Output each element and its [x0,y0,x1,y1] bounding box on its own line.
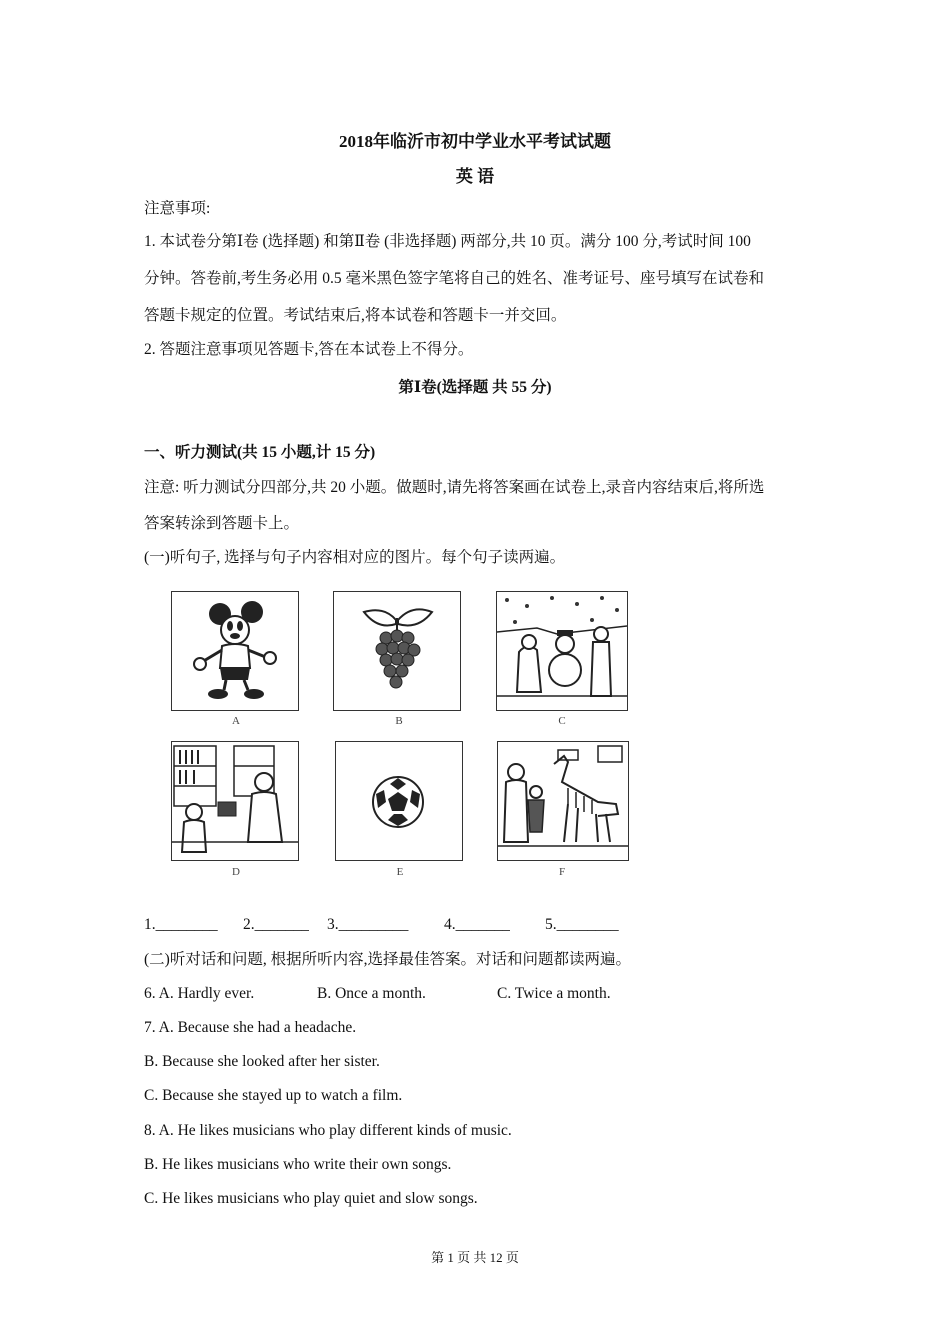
notice-2: 2. 答题注意事项见答题卡,答在本试卷上不得分。 [144,341,474,358]
page-footer: 第 1 页 共 12 页 [431,1250,519,1265]
sub-1-instruction: (一)听句子, 选择与句子内容相对应的图片。每个句子读两遍。 [144,549,566,566]
section-1-note-line-2: 答案转涂到答题卡上。 [144,515,300,532]
q6-option-b: B. Once a month. [317,985,426,1002]
section-1-note-line-1: 注意: 听力测试分四部分,共 20 小题。做题时,请先将答案画在试卷上,录音内容结束后,将所选 [144,479,765,496]
exam-title: 2018年临沂市初中学业水平考试试题 [339,132,611,151]
part-1-heading: 第Ⅰ卷(选择题 共 55 分) [398,379,552,396]
library-scene-icon [172,742,298,860]
picture-f-label: F [558,866,566,878]
blank-3[interactable]: 3._________ [327,916,409,933]
notice-heading: 注意事项: [144,200,211,217]
picture-c-label: C [558,715,566,727]
q8-option-b: B. He likes musicians who write their own songs. [144,1156,452,1173]
section-1-heading: 一、听力测试(共 15 小题,计 15 分) [144,444,376,461]
picture-a-label: A [232,715,240,727]
picture-e [335,741,463,861]
q8-option-a: 8. A. He likes musicians who play different kinds of music. [144,1122,512,1139]
q6-option-a: 6. A. Hardly ever. [144,985,255,1002]
museum-dinosaur-icon [498,742,628,860]
grapes-icon [334,592,460,710]
picture-c [496,591,628,711]
q7-option-a: 7. A. Because she had a headache. [144,1019,357,1036]
mickey-mouse-icon [172,592,298,710]
subject-title: 英 语 [455,167,495,186]
notice-1-line-1: 1. 本试卷分第Ⅰ卷 (选择题) 和第Ⅱ卷 (非选择题) 两部分,共 10 页。满分 100 分,考试时间 100 [144,233,751,250]
q6-option-c: C. Twice a month. [497,985,611,1002]
snowman-scene-icon [497,592,627,710]
blank-5[interactable]: 5.________ [545,916,619,933]
blank-1[interactable]: 1.________ [144,916,218,933]
notice-1-line-3: 答题卡规定的位置。考试结束后,将本试卷和答题卡一并交回。 [144,307,567,324]
picture-d [171,741,299,861]
picture-d-label: D [232,866,240,878]
picture-b-label: B [395,715,403,727]
blank-2[interactable]: 2._______ [243,916,309,933]
picture-a [171,591,299,711]
picture-e-label: E [396,866,404,878]
q7-option-b: B. Because she looked after her sister. [144,1053,380,1070]
picture-f [497,741,629,861]
q8-option-c: C. He likes musicians who play quiet and slow songs. [144,1190,478,1207]
q7-option-c: C. Because she stayed up to watch a film. [144,1087,403,1104]
notice-1-line-2: 分钟。答卷前,考生务必用 0.5 毫米黑色签字笔将自己的姓名、准考证号、座号填写在试卷和 [144,270,765,287]
sub-2-instruction: (二)听对话和问题, 根据所听内容,选择最佳答案。对话和问题都读两遍。 [144,951,631,968]
picture-b [333,591,461,711]
blank-4[interactable]: 4._______ [444,916,510,933]
answer-blanks [144,916,619,934]
soccer-ball-icon [336,742,462,860]
